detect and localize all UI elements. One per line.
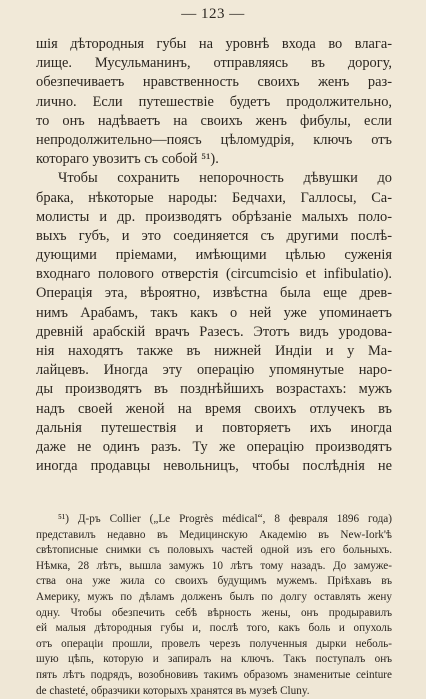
text-line: обезпечиваетъ нравственность своихъ женъ раз- <box>36 74 392 91</box>
text-line: брака, нѣкоторые народы: Бедчахи, Галлосы, Са- <box>36 189 392 206</box>
footnote-line: одну. Чтобы обезпечить себѣ вѣрность жены, онъ продыравилъ <box>36 606 392 619</box>
text-line: нимъ Арабамъ, такъ какъ о ней уже упоминаетъ <box>36 304 392 321</box>
footnote-line: ⁵¹) Д-ръ Collier („Le Progrès médical“, 8 февраля 1896 года) <box>58 513 392 525</box>
text-line: дующими пріемами, имѣющими цѣлью суженія <box>36 247 392 264</box>
footnote-line: ства она уже жила со своихъ будущимъ мужемъ. Пріѣхавъ въ <box>36 575 392 588</box>
text-line: даже не одинъ разъ. Ту же операцію производятъ <box>36 438 392 455</box>
text-line: то онъ надѣваетъ на своихъ женъ фибулы, если <box>36 112 392 129</box>
text-line: Чтобы сохранить непорочность дѣвушки до <box>58 170 392 187</box>
text-line: лично. Если путешествіе будетъ продолжительно, <box>36 93 392 110</box>
text-line: дальнія путешествія и повторяетъ ихъ иногда <box>36 419 392 436</box>
text-line: древній арабскій врачъ Разесъ. Этотъ видъ уродова- <box>36 323 392 340</box>
page-number: — 123 — <box>181 6 245 22</box>
footnote-line: пять лѣтъ подрядъ, возобновивъ такимъ образомъ знаменитые ceinture <box>36 668 392 681</box>
text-line: нія находятъ также въ нижней Индіи и у Ма- <box>36 343 392 359</box>
footnote-line: представилъ недавно въ Медицинскую Академію въ New-Iork'ѣ <box>36 528 392 541</box>
text-line: Операція эта, вѣроятно, извѣстна была еще древ- <box>36 285 392 302</box>
text-line: лайцевъ. Иногда эту операцію упомянутые наро- <box>36 362 392 379</box>
footnote <box>36 512 392 699</box>
text-line: котораго увозитъ съ собой ⁵¹). <box>36 151 219 168</box>
footnote-line: отъ операціи прошли, провелъ черезъ полученныя дырки неболь- <box>36 637 392 650</box>
text-line: иногда продавцы невольницъ, чтобы послѣднія не <box>36 458 392 475</box>
footnote-line: свѣтописные снимки съ половыхъ частей одной изъ его больныхъ. <box>36 544 392 557</box>
text-line: непродолжительно—поясъ цѣломудрія, ключъ отъ <box>36 131 392 148</box>
footnote-line: Нѣмка, 28 лѣтъ, вышла замужъ 10 лѣтъ тому назадъ. До замуже- <box>36 559 392 572</box>
footnote-line: шую цѣпь, которую и запиралъ на ключъ. Такъ поступалъ онъ <box>36 653 392 666</box>
text-line: входнаго полового отверстія (circumcisio et infibulatio). <box>36 266 392 283</box>
footnote-line: Америку, мужъ по дѣламъ долженъ былъ по долгу оставлять жену <box>36 590 392 603</box>
text-line: молисты и др. производятъ обрѣзаніе малыхъ поло- <box>36 208 392 225</box>
text-line: шія дѣтородныя губы на уровнѣ входа во влага- <box>36 36 392 52</box>
footnote-line: de chasteté, образчики которыхъ хранятся въ музеѣ Cluny. <box>36 684 310 697</box>
text-line: ды производятъ въ позднѣйшихъ возрастахъ: мужъ <box>36 381 392 398</box>
text-line: лище. Мусульманинъ, отправляясь въ дорогу, <box>36 55 392 72</box>
text-line: выхъ губъ, и это соединяется съ другими послѣ- <box>36 227 392 244</box>
main-text <box>36 35 392 476</box>
footnote-line: ей малыя дѣтородныя губы и, послѣ того, какъ боль и опухоль <box>36 622 392 635</box>
text-line: надъ своей женой на время своихъ отлучекъ въ <box>36 400 392 417</box>
